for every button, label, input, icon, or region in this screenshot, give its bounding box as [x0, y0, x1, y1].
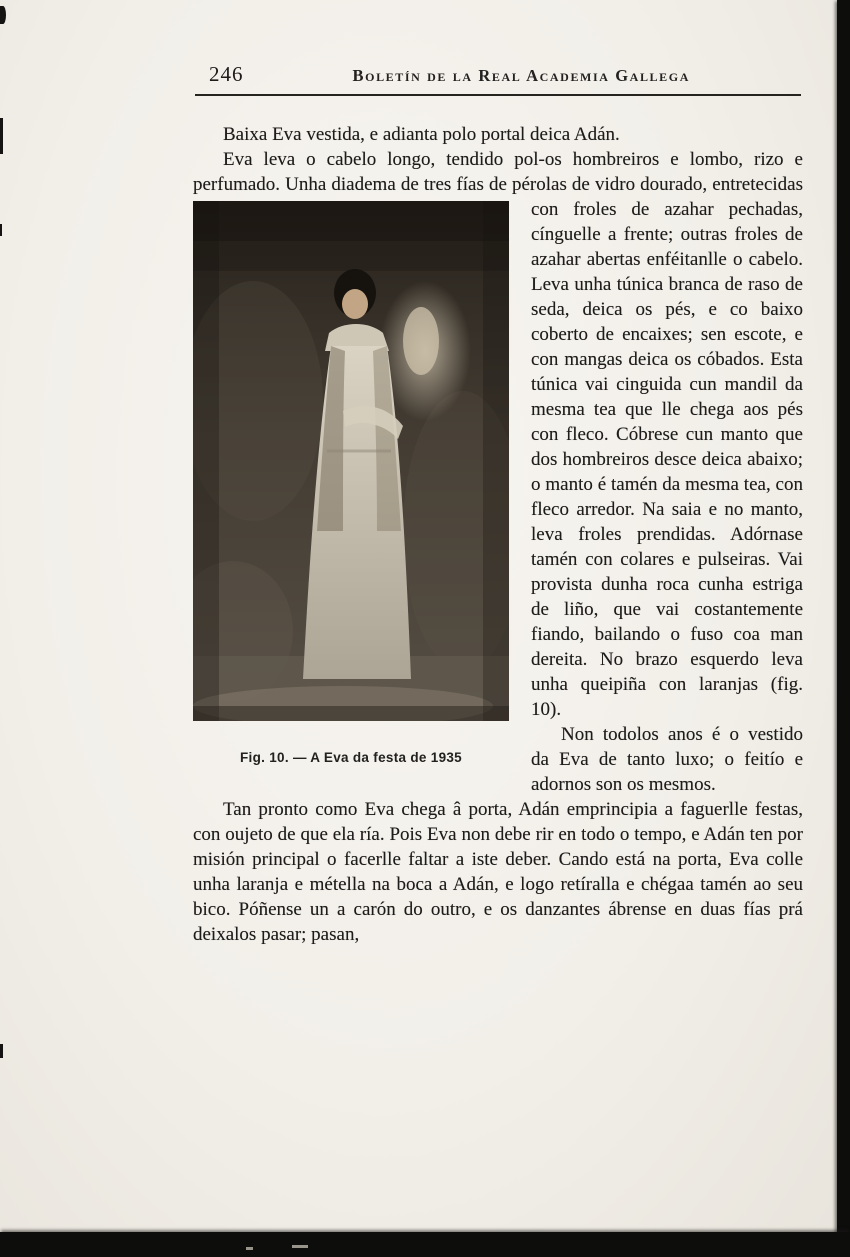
scan-artifact-mark	[0, 1044, 3, 1058]
para-text: Baixa Eva vestida, e adianta polo portal deica Adán.	[223, 124, 620, 145]
page-number: 246	[209, 62, 244, 86]
body-text	[193, 122, 803, 947]
para-text: Non todolos anos é o vestido da Eva de tanto luxo; o feitío e adornos son os mesmos.	[531, 724, 803, 795]
para-text: pechadas, cínguelle a frente; outras froles de azahar abertas enféitanlle o cabelo. Leva unha túnica branca de raso de seda, deica os pés, e co baixo coberto de encaixes; sen escote, e con mangas deica os cóbados. Esta túnica vai cinguida cun mandil da mesma tea que lle chega aos pés con fleco. Cóbrese cun manto que dos hombreiros desce deica abaixo; o manto é tamén da mesma tea, con fleco arredor. Na saia e no manto, leva froles prendidas. Adórnase tamén con colares e pulseiras. Vai provista dunha roca cunha estriga de liño, que vai costantemente fiando, bailando o fuso coa man dereita. No brazo esquerdo leva unha queipiña con laranjas (fig. 10).	[531, 199, 804, 720]
eva-photo	[193, 201, 509, 721]
scan-artifact-mark	[0, 224, 2, 236]
scan-artifact-mark	[0, 6, 6, 24]
scan-artifact-right-edge	[837, 0, 850, 1257]
journal-title: Boletín de la Real Academia Gallega	[352, 66, 690, 85]
running-header	[193, 62, 803, 94]
scan-artifact-mark	[0, 118, 3, 154]
header-rule	[195, 94, 801, 96]
page-content	[193, 62, 803, 947]
figure-caption: Fig. 10. — A Eva da festa de 1935	[240, 750, 462, 765]
scan-speck	[292, 1245, 308, 1248]
para-text: Eva leva o cabelo longo, tendido pol-os hombreiros e lombo, rizo e perfumado. Unha diadema de tres fías de pérolas de vidro dourado, entretecidas con froles de azahar	[193, 149, 803, 220]
paragraph-4	[193, 797, 803, 947]
scan-artifact-bottom-edge	[0, 1232, 850, 1257]
para-text: Tan pronto como Eva chega â porta, Adán emprincipia a faguerlle festas, con oujeto de que ela ría. Pois Eva non debe rir en todo o tempo, e Adán ten por misión principal o facerlle faltar a iste deber. Cando está na porta, Eva colle unha laranja e métella na boca a Adán, e logo retíralla e chégaa tamén ao seu bico. Póñense un a carón do outro, e os danzantes ábrense en duas fías prá deixalos pasar; pasan,	[193, 799, 803, 945]
paragraph-1	[193, 122, 803, 147]
scan-speck	[246, 1247, 253, 1250]
figure-10	[193, 201, 509, 770]
